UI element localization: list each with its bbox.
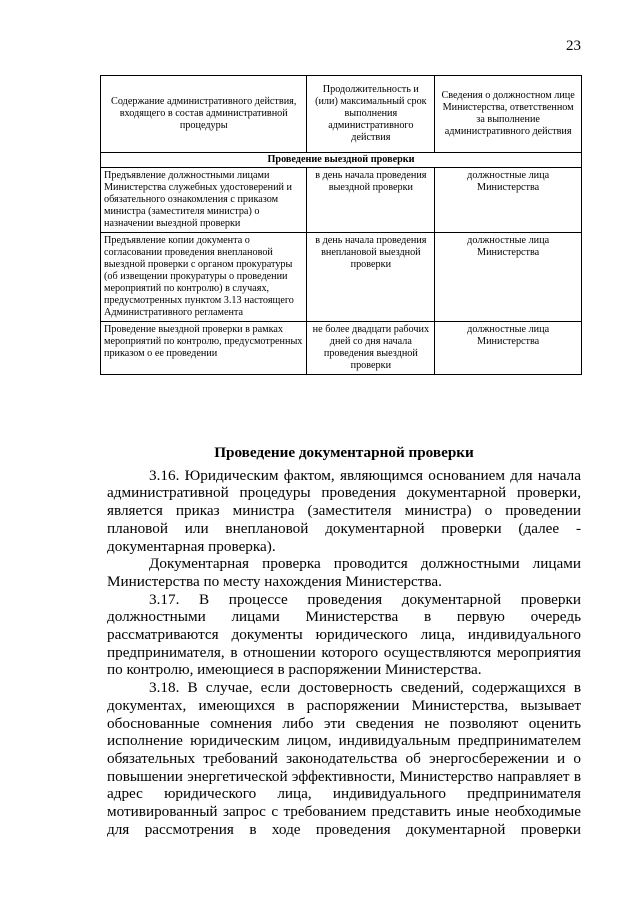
table-row (101, 168, 582, 233)
table-header-row (101, 76, 582, 153)
paragraph: 3.18. В случае, если достоверность сведений, содержащихся в документах, имеющихся в распоряжении Министерства, вызывает обоснованные сомнения либо эти сведения не позволяют оценить исполнение юридическим лицом, индивидуальным предпринимателем обязательных требований законодательства об энергосбережении и о повышении энергетической эффективности, Министерство направляет в адрес юридического лица, индивидуального предпринимателя мотивированный запрос с требованием представить иные необходимые для рассмотрения в ходе проведения документарной проверки (107, 679, 581, 838)
table-row (101, 233, 582, 322)
paragraph: 3.17. В процессе проведения документарной проверки должностными лицами Министерства в первую очередь рассматриваются документы юридического лица, индивидуального предпринимателя, в отношении которого осуществляются мероприятия по контролю, имеющиеся в распоряжении Министерства. (107, 590, 581, 679)
section-heading: Проведение документарной проверки (214, 444, 474, 461)
table-row (101, 322, 582, 375)
row-action: Предъявление должностными лицами Министерства служебных удостоверений и обязательного ознакомления с приказом министра (заместителя министра) о назначении выездной проверки (101, 168, 307, 233)
header-responsible: Сведения о должностном лице Министерства, ответственном за выполнение административного действия (435, 76, 582, 153)
row-duration: в день начала проведения выездной проверки (307, 168, 435, 233)
procedure-table (100, 75, 582, 375)
row-responsible: должностные лица Министерства (435, 233, 582, 322)
row-responsible: должностные лица Министерства (435, 168, 582, 233)
row-responsible: должностные лица Министерства (435, 322, 582, 375)
header-duration: Продолжительность и (или) максимальный срок выполнения административного действия (307, 76, 435, 153)
paragraph: 3.16. Юридическим фактом, являющимся основанием для начала административной процедуры проведения документарной проверки, является приказ министра (заместителя министра) о проведении плановой или внеплановой документарной проверки (далее - документарная проверка). (107, 466, 581, 555)
page-number: 23 (566, 38, 581, 54)
row-action: Предъявление копии документа о согласовании проведения внеплановой выездной проверки с органом прокуратуры (об извещении прокуратуры о проведении мероприятий по контролю) в случаях, предусмотренных пунктом 3.13 настоящего Административного регламента (101, 233, 307, 322)
header-action: Содержание административного действия, входящего в состав административной процедуры (101, 76, 307, 153)
section-title: Проведение выездной проверки (101, 153, 582, 168)
row-duration: не более двадцати рабочих дней со дня начала проведения выездной проверки (307, 322, 435, 375)
row-action: Проведение выездной проверки в рамках мероприятий по контролю, предусмотренных приказом о ее проведении (101, 322, 307, 375)
table-section-row (101, 153, 582, 168)
body-text (107, 444, 581, 838)
row-duration: в день начала проведения внеплановой выездной проверки (307, 233, 435, 322)
paragraph: Документарная проверка проводится должностными лицами Министерства по месту нахождения Министерства. (107, 555, 581, 590)
